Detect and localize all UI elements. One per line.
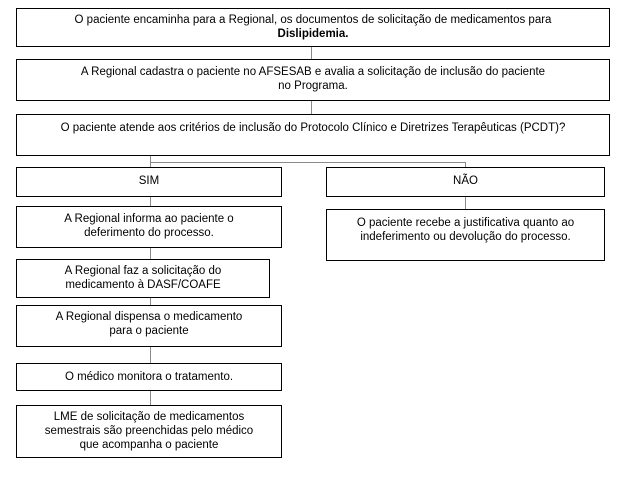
- step-justification-text: O paciente recebe a justificativa quanto ao indeferimento ou devolução do processo.: [356, 217, 575, 243]
- connector-line: [150, 156, 151, 167]
- connector-line: [150, 391, 151, 405]
- step-monitor-treatment-text: O médico monitora o tratamento.: [64, 371, 234, 383]
- decision-pcdt-criteria-text: O paciente atende aos critérios de inclusão do Protocolo Clínico e Diretrizes Terapêuticas (PCDT)?: [60, 122, 566, 134]
- step-register-patient-text: A Regional cadastra o paciente no AFSESAB e avalia a solicitação de inclusão do paciente no Programa.: [80, 66, 546, 92]
- connector-line: [311, 47, 312, 59]
- step-request-medication: [16, 259, 270, 298]
- connector-line: [311, 101, 312, 114]
- step-justification: [326, 209, 605, 261]
- connector-line: [150, 298, 151, 305]
- branch-no-label: [326, 167, 605, 197]
- step-inform-approval-text: A Regional informa ao paciente o deferimento do processo.: [64, 213, 234, 239]
- decision-pcdt-criteria: [16, 114, 610, 156]
- step-dispense-medication-text: A Regional dispensa o medicamento para o paciente: [55, 311, 243, 337]
- branch-no-text: NÃO: [453, 175, 478, 187]
- step-inform-approval: [16, 206, 282, 248]
- branch-yes-text: SIM: [138, 175, 160, 187]
- connector-line: [150, 248, 151, 259]
- step-register-patient: [16, 59, 610, 101]
- step-dispense-medication: [16, 305, 282, 347]
- step-monitor-treatment: [16, 363, 282, 391]
- branch-yes-label: [16, 167, 282, 197]
- step-submit-documents-text: O paciente encaminha para a Regional, os documentos de solicitação de medicamentos para: [74, 14, 552, 26]
- step-lme-forms: [16, 405, 282, 458]
- connector-line: [465, 197, 466, 209]
- connector-line: [150, 197, 151, 206]
- step-submit-documents: [16, 8, 610, 47]
- step-lme-forms-text: LME de solicitação de medicamentos semestrais são preenchidas pelo médico que acompanha o paciente: [44, 411, 254, 451]
- step-request-medication-text: A Regional faz a solicitação do medicamento à DASF/COAFE: [64, 265, 222, 291]
- connector-line: [150, 347, 151, 363]
- branch-line: [150, 162, 465, 163]
- step-submit-documents-condition: Dislipidemia.: [277, 28, 349, 40]
